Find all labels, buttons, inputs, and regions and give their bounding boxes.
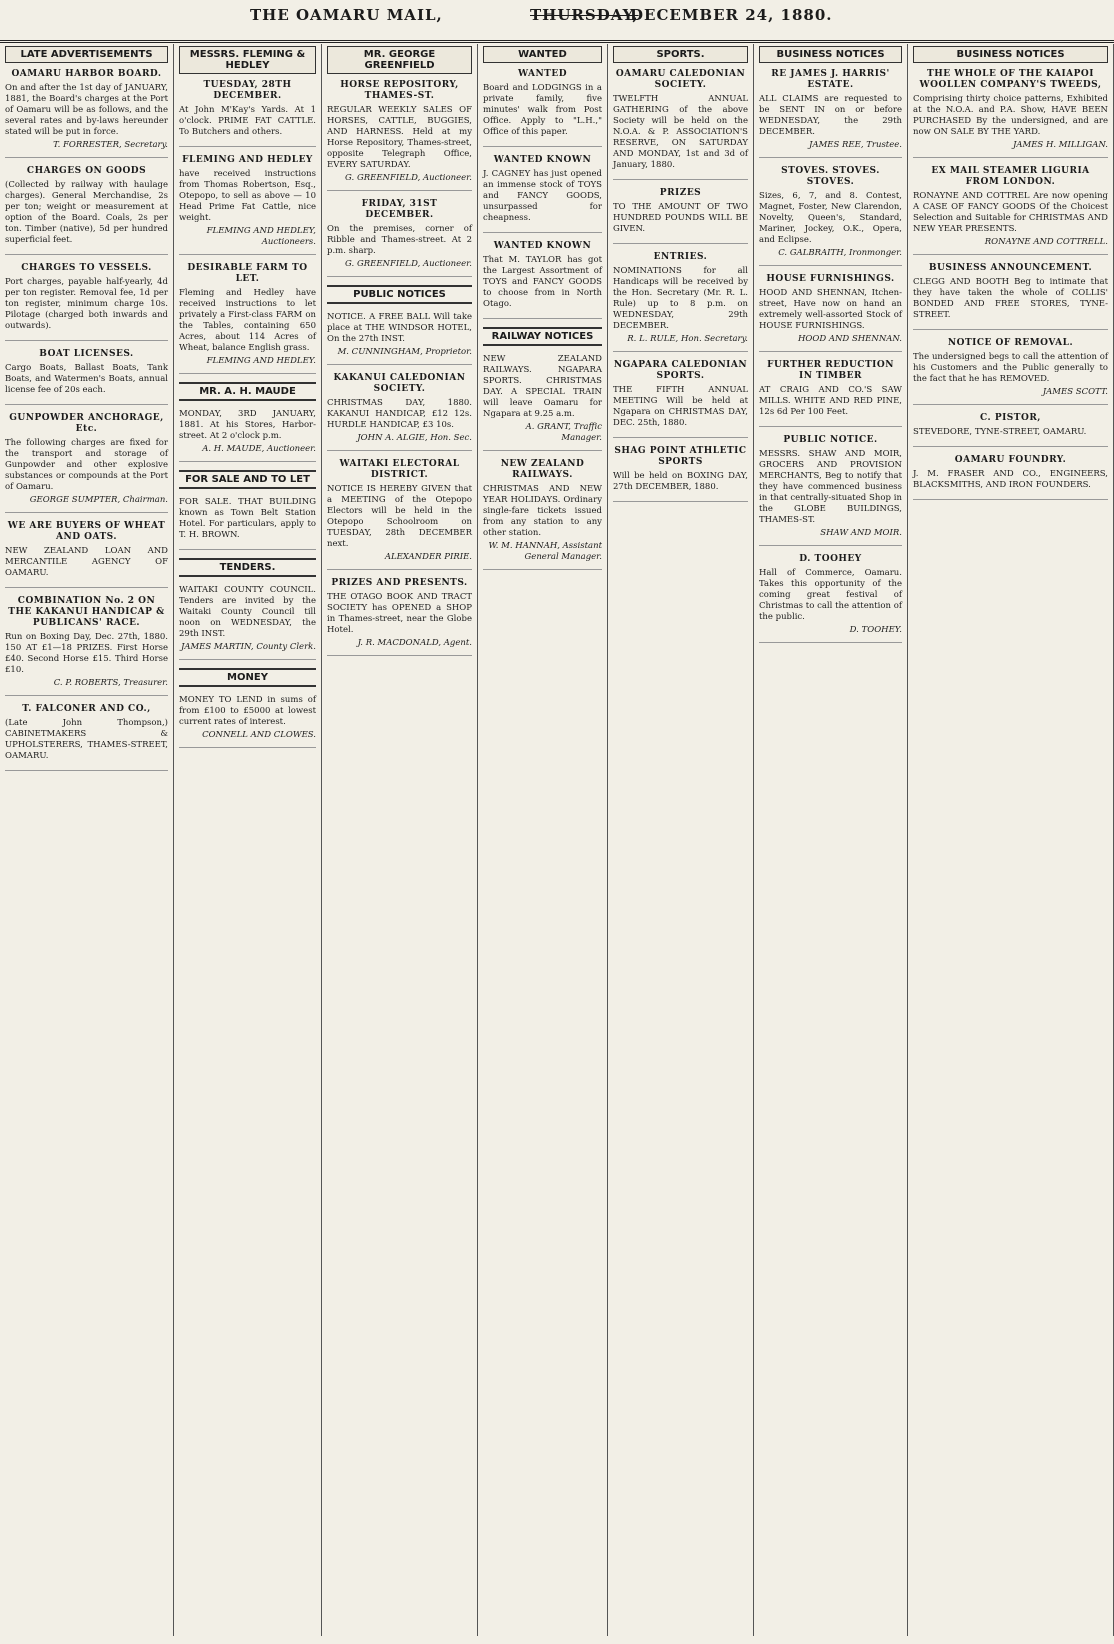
column-heading: BUSINESS NOTICES bbox=[913, 46, 1108, 63]
ad-signature: C. GALBRAITH, Ironmonger. bbox=[778, 248, 902, 258]
column-3 bbox=[322, 44, 478, 1636]
ad-title: OAMARU CALEDONIAN SOCIETY. bbox=[615, 69, 746, 90]
ad bbox=[5, 263, 168, 341]
ad-title: FURTHER REDUCTION IN TIMBER bbox=[767, 360, 894, 381]
ad bbox=[483, 354, 602, 451]
ad-title: D. TOOHEY bbox=[799, 554, 862, 564]
ad-signature: J. R. MACDONALD, Agent. bbox=[357, 638, 472, 648]
ad bbox=[179, 263, 316, 374]
ad-signature: A. GRANT, Traffic Manager. bbox=[525, 422, 602, 443]
ad-body: NEW ZEALAND LOAN AND MERCANTILE AGENCY OF OAMARU. bbox=[5, 546, 168, 578]
ad-signature: SHAW AND MOIR. bbox=[820, 528, 902, 538]
ad-title: PRIZES bbox=[659, 188, 702, 198]
ad bbox=[613, 69, 748, 180]
ad-signature: T. FORRESTER, Secretary. bbox=[53, 140, 168, 150]
ad-body: MONEY TO LEND in sums of from £100 to £5000 at lowest current rates of interest. bbox=[179, 695, 316, 727]
ad-signature: GEORGE SUMPTER, Chairman. bbox=[29, 495, 168, 505]
ad-signature: HOOD AND SHENNAN. bbox=[797, 334, 902, 344]
ad-title: FLEMING AND HEDLEY bbox=[182, 155, 313, 165]
ad-title: WAITAKI ELECTORAL DISTRICT. bbox=[339, 459, 460, 480]
ad bbox=[759, 360, 902, 427]
ad-body: Sizes, 6, 7, and 8. Contest, Magnet, Foster, New Clarendon, Novelty, Queen's, Standard, Mariner, Jockey, O.K., Opera, and Eclipse. bbox=[759, 191, 902, 245]
ad bbox=[179, 497, 316, 550]
ad-body: Board and LODGINGS in a private family, five minutes' walk from Post Office. Apply to "L.H.," Office of this paper. bbox=[483, 83, 602, 137]
ad bbox=[913, 413, 1108, 447]
ad-signature: JAMES REE, Trustee. bbox=[809, 140, 902, 150]
ad-body: The following charges are fixed for the transport and storage of Gunpowder and other explosive substances or compounds at the Port of Oamaru. bbox=[5, 438, 168, 492]
column-heading: SPORTS. bbox=[613, 46, 748, 63]
ad-title: RE JAMES J. HARRIS' ESTATE. bbox=[771, 69, 890, 90]
ad-body: ALL CLAIMS are requested to be SENT IN on or before WEDNESDAY, the 29th DECEMBER. bbox=[759, 94, 902, 137]
ad-title: DESIRABLE FARM TO LET. bbox=[187, 263, 308, 284]
ad-body: At John M'Kay's Yards. At 1 o'clock. PRIME FAT CATTLE. To Butchers and others. bbox=[179, 105, 316, 137]
ad-title: WANTED bbox=[517, 69, 568, 79]
ad bbox=[5, 413, 168, 513]
ad-body: MESSRS. SHAW AND MOIR, GROCERS AND PROVISION MERCHANTS, Beg to notify that they have commenced business in that centrally-situated Shop in the GLOBE BUILDINGS, THAMES-ST. bbox=[759, 449, 902, 525]
ad-body: HOOD AND SHENNAN, Itchen-street, Have now on hand an extremely well-assorted Stock of HOUSE FURNISHINGS. bbox=[759, 288, 902, 331]
ad-title: EX MAIL STEAMER LIGURIA FROM LONDON. bbox=[931, 166, 1090, 187]
ad-signature: JAMES H. MILLIGAN. bbox=[1012, 140, 1108, 150]
column-6 bbox=[754, 44, 908, 1636]
ad-body: (Late John Thompson,) CABINETMAKERS & UPHOLSTERERS, THAMES-STREET, OAMARU. bbox=[5, 718, 168, 761]
ad-title: ENTRIES. bbox=[653, 252, 708, 262]
ad-body: Will be held on BOXING DAY, 27th DECEMBER, 1880. bbox=[613, 471, 748, 492]
ad bbox=[913, 69, 1108, 158]
ad bbox=[913, 338, 1108, 405]
ad bbox=[327, 80, 472, 191]
ad-body: J. CAGNEY has just opened an immense stock of TOYS and FANCY GOODS, unsurpassed for cheapness. bbox=[483, 169, 602, 223]
ad-body: MONDAY, 3RD JANUARY, 1881. At his Stores, Harbor-street. At 2 o'clock p.m. bbox=[179, 409, 316, 441]
ad bbox=[179, 585, 316, 660]
ad-body: NOMINATIONS for all Handicaps will be received by the Hon. Secretary (Mr. R. L. Rule) up to 8 p.m. on WEDNESDAY, 29th DECEMBER. bbox=[613, 266, 748, 331]
masthead-title: THE OAMARU MAIL, bbox=[250, 6, 443, 24]
column-4 bbox=[478, 44, 608, 1636]
column-heading: BUSINESS NOTICES bbox=[759, 46, 902, 63]
ad bbox=[759, 435, 902, 546]
ad-body: THE FIFTH ANNUAL MEETING Will be held at Ngapara on CHRISTMAS DAY, DEC. 25th, 1880. bbox=[613, 385, 748, 428]
ad bbox=[759, 554, 902, 643]
ad bbox=[483, 69, 602, 147]
ad-title: OAMARU HARBOR BOARD. bbox=[11, 69, 162, 79]
ad-title: NEW ZEALAND RAILWAYS. bbox=[500, 459, 585, 480]
ad-signature: FLEMING AND HEDLEY, Auctioneers. bbox=[206, 226, 316, 247]
ad-body: Cargo Boats, Ballast Boats, Tank Boats, and Watermen's Boats, annual license fee of 20s each. bbox=[5, 363, 168, 395]
ad bbox=[5, 521, 168, 588]
ad-body: TWELFTH ANNUAL GATHERING of the above Society will be held on the N.O.A. & P. ASSOCIATION'S RESERVE, ON SATURDAY AND MONDAY, 1st and 3d of January, 1880. bbox=[613, 94, 748, 170]
ad bbox=[913, 263, 1108, 330]
column-1 bbox=[0, 44, 174, 1636]
ad bbox=[483, 241, 602, 319]
ad-signature: JOHN A. ALGIE, Hon. Sec. bbox=[357, 433, 472, 443]
ad-signature: FLEMING AND HEDLEY. bbox=[206, 356, 316, 366]
ad-title: BUSINESS ANNOUNCEMENT. bbox=[928, 263, 1093, 273]
ad-signature: D. TOOHEY. bbox=[849, 625, 902, 635]
ad-title: FRIDAY, 31ST DECEMBER. bbox=[361, 199, 438, 220]
masthead-date: DECEMBER 24, 1880. bbox=[630, 6, 833, 24]
ad-signature: A. H. MAUDE, Auctioneer. bbox=[202, 444, 316, 454]
section-heading: MR. A. H. MAUDE bbox=[179, 382, 316, 401]
ad-title: NGAPARA CALEDONIAN SPORTS. bbox=[613, 360, 748, 381]
ad-signature: W. M. HANNAH, Assistant General Manager. bbox=[488, 541, 602, 562]
column-heading: LATE ADVERTISEMENTS bbox=[5, 46, 168, 63]
ad-body: (Collected by railway with haulage charges). General Merchandise, 2s per ton; weight or measurement at option of the Board. Coals, 2s per ton. Timber (native), 5d per hundred superficial feet. bbox=[5, 180, 168, 245]
ad-title: SHAG POINT ATHLETIC SPORTS bbox=[614, 446, 747, 467]
ad-signature: JAMES MARTIN, County Clerk. bbox=[180, 642, 316, 652]
ad-signature: JAMES SCOTT. bbox=[1042, 387, 1108, 397]
ad bbox=[327, 199, 472, 277]
column-heading: MESSRS. FLEMING & HEDLEY bbox=[179, 46, 316, 74]
column-2 bbox=[174, 44, 322, 1636]
ad-body: CHRISTMAS DAY, 1880. KAKANUI HANDICAP, £12 12s. HURDLE HANDICAP, £3 10s. bbox=[327, 398, 472, 430]
ad-body: NOTICE IS HEREBY GIVEN that a MEETING of the Otepopo Electors will be held in the Otepopo Schoolroom on TUESDAY, 28th DECEMBER next. bbox=[327, 484, 472, 549]
section-heading: PUBLIC NOTICES bbox=[327, 285, 472, 304]
ad bbox=[483, 459, 602, 570]
section-heading: FOR SALE AND TO LET bbox=[179, 470, 316, 489]
ad bbox=[759, 69, 902, 158]
ad-title: PUBLIC NOTICE. bbox=[783, 435, 878, 445]
ad-body: On the premises, corner of Ribble and Thames-street. At 2 p.m. sharp. bbox=[327, 224, 472, 256]
section-heading: TENDERS. bbox=[179, 558, 316, 577]
ad-title: OAMARU FOUNDRY. bbox=[954, 455, 1067, 465]
ad-body: THE OTAGO BOOK AND TRACT SOCIETY has OPENED a SHOP in Thames-street, near the Globe Hotel. bbox=[327, 592, 472, 635]
ad-body: J. M. FRASER AND CO., ENGINEERS, BLACKSMITHS, AND IRON FOUNDERS. bbox=[913, 469, 1108, 490]
column-7 bbox=[908, 44, 1114, 1636]
ad bbox=[327, 312, 472, 365]
ad bbox=[5, 69, 168, 158]
ad-body: AT CRAIG AND CO.'S SAW MILLS. WHITE AND RED PINE, 12s 6d Per 100 Feet. bbox=[759, 385, 902, 417]
ad-title: COMBINATION No. 2 ON THE KAKANUI HANDICAP & PUBLICANS' RACE. bbox=[8, 596, 165, 628]
ad-body: CLEGG AND BOOTH Beg to intimate that they have taken the whole of COLLIS' BONDED AND FREE STORES, TYNE-STREET. bbox=[913, 277, 1108, 320]
ad-title: STOVES. STOVES. STOVES. bbox=[781, 166, 880, 187]
ad-body: CHRISTMAS AND NEW YEAR HOLIDAYS. Ordinary single-fare tickets issued from any station to any other station. bbox=[483, 484, 602, 538]
ad bbox=[327, 459, 472, 570]
ad-body: have received instructions from Thomas Robertson, Esq., Otepopo, to sell as above — 10 Head Prime Fat Cattle, nice weight. bbox=[179, 169, 316, 223]
ad bbox=[913, 166, 1108, 255]
ad-title: THE WHOLE OF THE KAIAPOI WOOLLEN COMPANY'S TWEEDS, bbox=[919, 69, 1102, 90]
ad-title: GUNPOWDER ANCHORAGE, Etc. bbox=[9, 413, 164, 434]
ad-body: On and after the 1st day of JANUARY, 1881, the Board's charges at the Port of Oamaru will be as follows, and the several rates and by-laws hereunder stated will be put in force. bbox=[5, 83, 168, 137]
ad-title: NOTICE OF REMOVAL. bbox=[947, 338, 1074, 348]
ad-title: HORSE REPOSITORY, THAMES-ST. bbox=[340, 80, 459, 101]
ad-title: TUESDAY, 28TH DECEMBER. bbox=[203, 80, 292, 101]
ad-body: Port charges, payable half-yearly, 4d per ton register. Removal fee, 1d per ton register, minimum charge 10s. Pilotage (charged both inwards and outwards). bbox=[5, 277, 168, 331]
ad-body: Run on Boxing Day, Dec. 27th, 1880. 150 AT £1—18 PRIZES. First Horse £40. Second Horse £15. Third Horse £10. bbox=[5, 632, 168, 675]
ad bbox=[327, 578, 472, 656]
ad-title: C. PISTOR, bbox=[980, 413, 1041, 423]
section-heading: RAILWAY NOTICES bbox=[483, 327, 602, 346]
masthead-struck-day: THURSDAY, bbox=[530, 6, 639, 24]
ad-body: Fleming and Hedley have received instructions to let privately a First-class FARM on the Tables, containing 650 Acres, about 114 Acres of Wheat, balance English grass. bbox=[179, 288, 316, 353]
ad-title: BOAT LICENSES. bbox=[39, 349, 134, 359]
ad bbox=[759, 166, 902, 266]
ad bbox=[179, 155, 316, 255]
ad-body: STEVEDORE, TYNE-STREET, OAMARU. bbox=[913, 427, 1087, 437]
ad-signature: C. P. ROBERTS, Treasurer. bbox=[53, 678, 168, 688]
ad bbox=[179, 80, 316, 147]
masthead bbox=[0, 0, 1114, 43]
ad-signature: ALEXANDER PIRIE. bbox=[384, 552, 472, 562]
column-5 bbox=[608, 44, 754, 1636]
ad bbox=[5, 596, 168, 696]
ad-body: Hall of Commerce, Oamaru. Takes this opportunity of the coming great festival of Christmas to call the attention of the public. bbox=[759, 568, 902, 622]
ad-signature: G. GREENFIELD, Auctioneer. bbox=[345, 259, 472, 269]
ad-title: T. FALCONER AND CO., bbox=[22, 704, 151, 714]
ad-signature: M. CUNNINGHAM, Proprietor. bbox=[337, 347, 472, 357]
ad-signature: CONNELL AND CLOWES. bbox=[202, 730, 316, 740]
ad-body: REGULAR WEEKLY SALES OF HORSES, CATTLE, BUGGIES, AND HARNESS. Held at my Horse Repository, Thames-street, opposite Telegraph Office, EVERY SATURDAY. bbox=[327, 105, 472, 170]
ad-body: That M. TAYLOR has got the Largest Assortment of TOYS and FANCY GOODS to choose from in North Otago. bbox=[483, 255, 602, 309]
ad-body: The undersigned begs to call the attention of his Customers and the Public generally to the fact that he has REMOVED. bbox=[913, 352, 1108, 384]
ad bbox=[613, 446, 748, 502]
ad-title: PRIZES AND PRESENTS. bbox=[331, 578, 468, 588]
ad-title: WANTED KNOWN bbox=[493, 155, 592, 165]
ad bbox=[613, 360, 748, 438]
ad bbox=[5, 704, 168, 771]
ad-body: Comprising thirty choice patterns, Exhibited at the N.O.A. and P.A. Show, HAVE BEEN PURCHASED By the undersigned, and are now ON SALE BY THE YARD. bbox=[913, 94, 1108, 137]
ad bbox=[759, 274, 902, 352]
ad-title: CHARGES TO VESSELS. bbox=[21, 263, 152, 273]
ad-body: RONAYNE AND COTTREL Are now opening A CASE OF FANCY GOODS Of the Choicest Selection and Suitable for CHRISTMAS AND NEW YEAR PRESENTS. bbox=[913, 191, 1108, 234]
ad-signature: R. L. RULE, Hon. Secretary. bbox=[627, 334, 748, 344]
ad-signature: RONAYNE AND COTTRELL. bbox=[984, 237, 1108, 247]
section-heading: MONEY bbox=[179, 668, 316, 687]
ad-body: NOTICE. A FREE BALL Will take place at THE WINDSOR HOTEL, On the 27th INST. bbox=[327, 312, 472, 344]
ad bbox=[179, 695, 316, 748]
ad bbox=[613, 188, 748, 244]
ad bbox=[613, 252, 748, 352]
ad bbox=[179, 409, 316, 462]
ad-body: FOR SALE. THAT BUILDING known as Town Belt Station Hotel. For particulars, apply to T. H. BROWN. bbox=[179, 497, 316, 540]
ad bbox=[913, 455, 1108, 500]
ad-body: NEW ZEALAND RAILWAYS. NGAPARA SPORTS. CHRISTMAS DAY. A SPECIAL TRAIN will leave Oamaru for Ngapara at 9.25 a.m. bbox=[483, 354, 602, 419]
ad-body: WAITAKI COUNTY COUNCIL. Tenders are invited by the Waitaki County Council till noon on WEDNESDAY, the 29th INST. bbox=[179, 585, 316, 639]
ad-body: TO THE AMOUNT OF TWO HUNDRED POUNDS WILL BE GIVEN. bbox=[613, 202, 748, 234]
ad bbox=[483, 155, 602, 233]
ad bbox=[327, 373, 472, 451]
ad bbox=[5, 349, 168, 405]
ad-signature: G. GREENFIELD, Auctioneer. bbox=[345, 173, 472, 183]
ad-title: WE ARE BUYERS OF WHEAT AND OATS. bbox=[7, 521, 166, 542]
column-heading: MR. GEORGE GREENFIELD bbox=[327, 46, 472, 74]
ad-title: CHARGES ON GOODS bbox=[26, 166, 147, 176]
ad bbox=[5, 166, 168, 255]
ad-title: KAKANUI CALEDONIAN SOCIETY. bbox=[333, 373, 466, 394]
ad-title: HOUSE FURNISHINGS. bbox=[766, 274, 895, 284]
ad-title: WANTED KNOWN bbox=[493, 241, 592, 251]
column-heading: WANTED bbox=[483, 46, 602, 63]
